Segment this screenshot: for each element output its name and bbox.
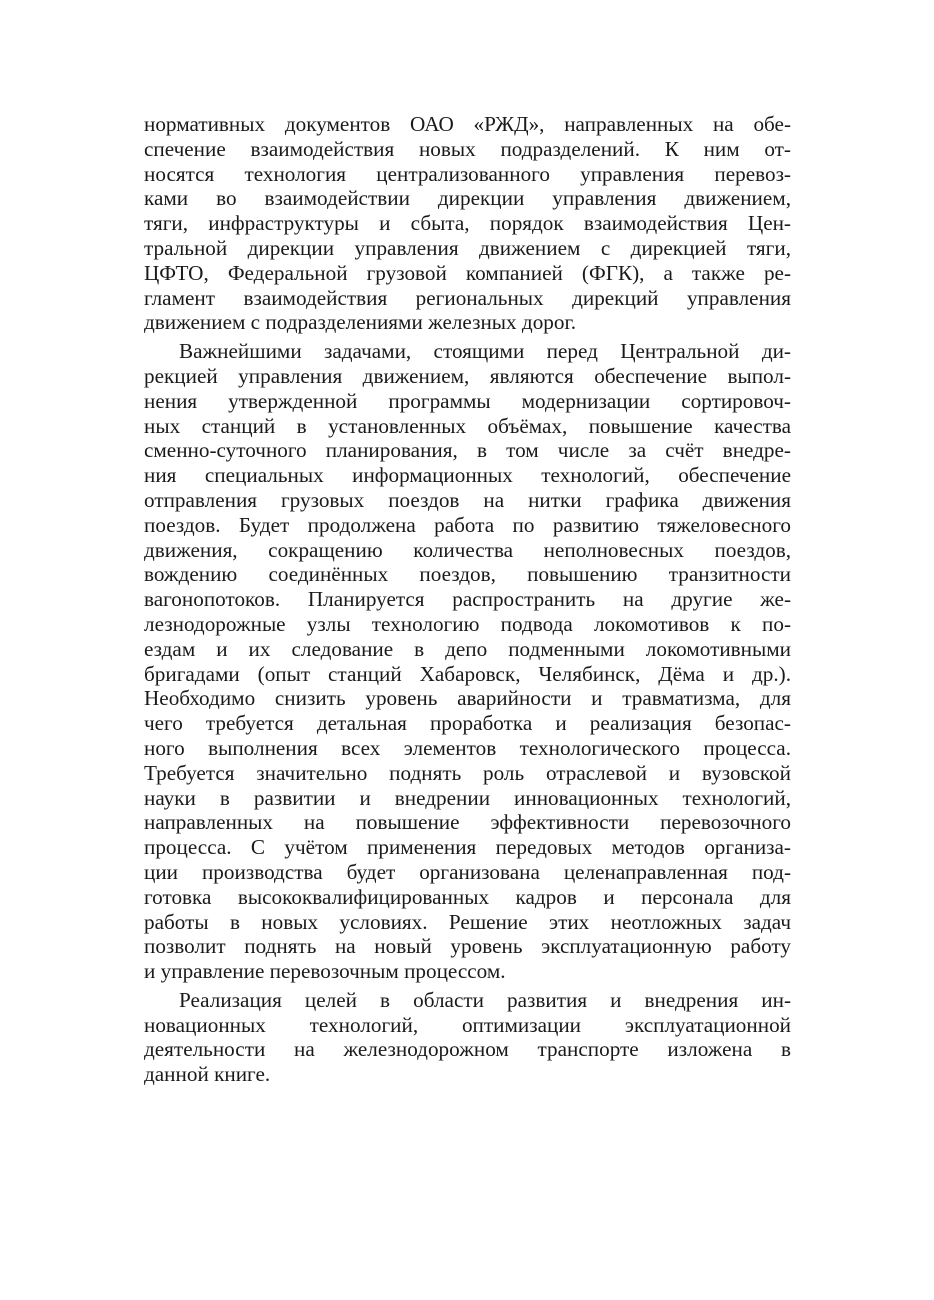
text-line: деятельности на железнодорожном транспорте изложена в bbox=[144, 1037, 791, 1062]
text-line: ЦФТО, Федеральной грузовой компанией (ФГК), а также ре- bbox=[144, 260, 791, 285]
text-line: вождению соединённых поездов, повышению транзитности bbox=[144, 562, 791, 587]
text-line: данной книге. bbox=[144, 1062, 271, 1087]
text-line: готовка высококвалифицированных кадров и персонала для bbox=[144, 884, 791, 909]
text-line: ных станций в установленных объёмах, повышение качества bbox=[144, 413, 791, 438]
text-line: ции производства будет организована целенаправленная под- bbox=[144, 859, 791, 884]
text-line: Требуется значительно поднять роль отраслевой и вузовской bbox=[144, 760, 791, 785]
paragraph-1 bbox=[144, 112, 791, 335]
text-line: Необходимо снизить уровень аварийности и травматизма, для bbox=[144, 686, 791, 711]
paragraph-2 bbox=[144, 339, 791, 984]
text-line: и управление перевозочным процессом. bbox=[144, 959, 506, 984]
text-line: лезнодорожные узлы технологию подвода локомотивов к по- bbox=[144, 611, 791, 636]
text-line: нения утвержденной программы модернизации сортировоч- bbox=[144, 388, 791, 413]
text-line: поездов. Будет продолжена работа по развитию тяжеловесного bbox=[144, 512, 791, 537]
text-line: ния специальных информационных технологий, обеспечение bbox=[144, 463, 791, 488]
text-line: Важнейшими задачами, стоящими перед Центральной ди- bbox=[179, 339, 791, 364]
text-line: направленных на повышение эффективности перевозочного bbox=[144, 810, 791, 835]
text-line: движением с подразделениями железных дорог. bbox=[144, 310, 577, 335]
paragraph-3 bbox=[144, 988, 791, 1087]
text-line: новационных технологий, оптимизации эксплуатационной bbox=[144, 1012, 791, 1037]
document-page bbox=[144, 112, 791, 1087]
text-line: ездам и их следование в депо подменными локомотивными bbox=[144, 636, 791, 661]
text-line: тральной дирекции управления движением с дирекцией тяги, bbox=[144, 235, 791, 260]
text-line: спечение взаимодействия новых подразделений. К ним от- bbox=[144, 136, 791, 161]
text-line: процесса. С учётом применения передовых методов организа- bbox=[144, 835, 791, 860]
text-line: сменно-суточного планирования, в том числе за счёт внедре- bbox=[144, 438, 791, 463]
text-line: гламент взаимодействия региональных дирекций управления bbox=[144, 285, 791, 310]
text-line: работы в новых условиях. Решение этих неотложных задач bbox=[144, 909, 791, 934]
text-line: вагонопотоков. Планируется распространить на другие же- bbox=[144, 587, 791, 612]
text-line: отправления грузовых поездов на нитки графика движения bbox=[144, 487, 791, 512]
text-line: ного выполнения всех элементов технологического процесса. bbox=[144, 735, 791, 760]
text-line: Реализация целей в области развития и внедрения ин- bbox=[179, 987, 791, 1012]
text-line: носятся технология централизованного управления перевоз- bbox=[144, 161, 791, 186]
text-line: тяги, инфраструктуры и сбыта, порядок взаимодействия Цен- bbox=[144, 211, 791, 236]
text-line: нормативных документов ОАО «РЖД», направленных на обе- bbox=[144, 112, 791, 136]
text-line: движения, сокращению количества неполновесных поездов, bbox=[144, 537, 791, 562]
text-line: позволит поднять на новый уровень эксплуатационную работу bbox=[144, 934, 791, 959]
text-line: бригадами (опыт станций Хабаровск, Челябинск, Дёма и др.). bbox=[144, 661, 791, 686]
text-line: рекцией управления движением, являются обеспечение выпол- bbox=[144, 363, 791, 388]
text-line: чего требуется детальная проработка и реализация безопас- bbox=[144, 711, 791, 736]
text-line: ками во взаимодействии дирекции управления движением, bbox=[144, 186, 791, 211]
text-line: науки в развитии и внедрении инновационных технологий, bbox=[144, 785, 791, 810]
